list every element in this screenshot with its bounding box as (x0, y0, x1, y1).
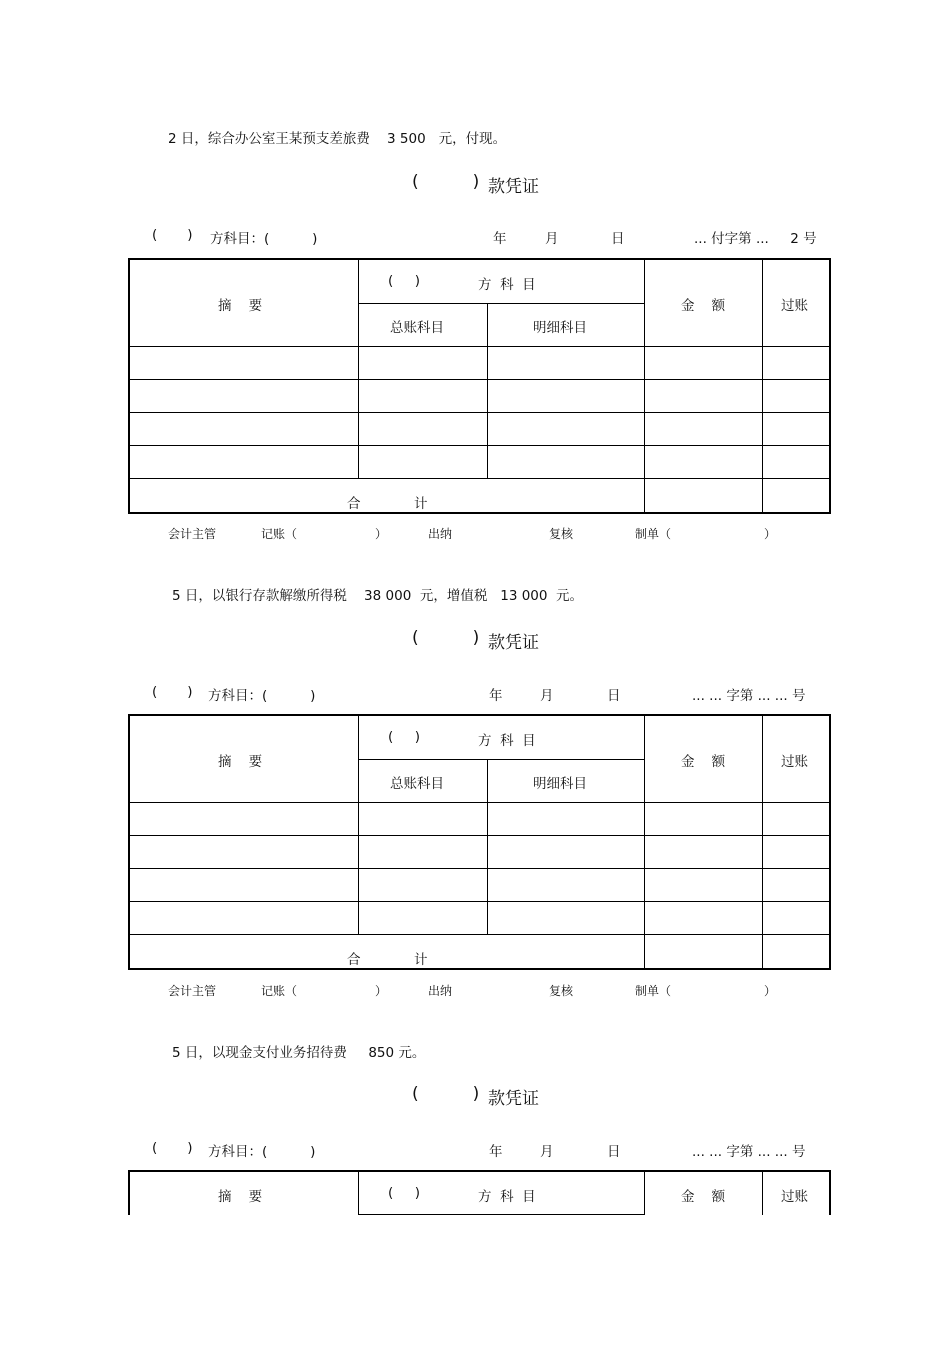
sig-preparer-close: ） (764, 527, 777, 541)
sig-bookkeeper-close: ） (375, 984, 388, 998)
sig-bookkeeper: 记账（ (261, 984, 298, 998)
sig-preparer: 制单（ (635, 984, 672, 998)
voucher-title-paren: ( ) (412, 628, 480, 648)
header-month: 月 (540, 688, 554, 704)
voucher-title-paren: ( ) (412, 1084, 480, 1104)
sig-bookkeeper-close: ） (375, 527, 388, 541)
entry-description: 5 日，以银行存款解缴所得税 38 000 元，增值税 13 000 元。 (172, 588, 584, 604)
header-account: 方科目：( ) (208, 688, 316, 704)
voucher-number: ... ... 字第 ... ... 号 (692, 1144, 806, 1160)
col-side-paren: ( ) (388, 273, 420, 289)
voucher-title: 款凭证 (488, 1089, 539, 1109)
total-label-b: 计 (414, 496, 428, 512)
header-year: 年 (493, 231, 507, 247)
sig-preparer-close: ） (764, 984, 777, 998)
col-detail-account: 明细科目 (533, 776, 587, 792)
header-account: 方科目：( ) (208, 1144, 316, 1160)
col-amount: 金 额 (681, 298, 726, 314)
entry-description: 2 日，综合办公室王某预支差旅费 3 500 元，付现。 (168, 131, 507, 147)
header-day: 日 (607, 688, 621, 704)
header-day: 日 (607, 1144, 621, 1160)
header-account: 方科目：( ) (210, 231, 318, 247)
sig-reviewer: 复核 (549, 527, 574, 541)
col-amount: 金 额 (681, 754, 726, 770)
header-day: 日 (611, 231, 625, 247)
sig-cashier: 出纳 (428, 527, 453, 541)
voucher-table-partial (128, 1170, 831, 1215)
entry-description: 5 日，以现金支付业务招待费 850 元。 (172, 1045, 426, 1061)
col-summary: 摘 要 (218, 1189, 263, 1205)
sig-bookkeeper: 记账（ (261, 527, 298, 541)
header-year: 年 (489, 1144, 503, 1160)
voucher-number: ... 付字第 ... 2 号 (694, 231, 817, 247)
sig-reviewer: 复核 (549, 984, 574, 998)
voucher-table (128, 714, 831, 970)
voucher-table (128, 258, 831, 514)
header-left-paren: ( ) (152, 1140, 193, 1156)
voucher-title-paren: ( ) (412, 172, 480, 192)
header-month: 月 (540, 1144, 554, 1160)
header-left-paren: ( ) (152, 227, 193, 243)
col-general-ledger: 总账科目 (390, 320, 444, 336)
header-month: 月 (545, 231, 559, 247)
col-summary: 摘 要 (218, 754, 263, 770)
col-amount: 金 额 (681, 1189, 726, 1205)
col-posted: 过账 (781, 1189, 808, 1205)
voucher-number: ... ... 字第 ... ... 号 (692, 688, 806, 704)
voucher-title: 款凭证 (488, 633, 539, 653)
sig-preparer: 制单（ (635, 527, 672, 541)
col-summary: 摘 要 (218, 298, 263, 314)
col-detail-account: 明细科目 (533, 320, 587, 336)
col-side-account: 方 科 目 (478, 1189, 536, 1205)
col-side-account: 方 科 目 (478, 277, 536, 293)
col-side-account: 方 科 目 (478, 733, 536, 749)
total-label-a: 合 (347, 952, 361, 968)
header-year: 年 (489, 688, 503, 704)
total-label-a: 合 (347, 496, 361, 512)
sig-chief: 会计主管 (168, 527, 217, 541)
sig-cashier: 出纳 (428, 984, 453, 998)
col-posted: 过账 (781, 298, 808, 314)
header-left-paren: ( ) (152, 684, 193, 700)
sig-chief: 会计主管 (168, 984, 217, 998)
col-side-paren: ( ) (388, 729, 420, 745)
col-posted: 过账 (781, 754, 808, 770)
total-label-b: 计 (414, 952, 428, 968)
col-side-paren: ( ) (388, 1185, 420, 1201)
voucher-title: 款凭证 (488, 177, 539, 197)
col-general-ledger: 总账科目 (390, 776, 444, 792)
